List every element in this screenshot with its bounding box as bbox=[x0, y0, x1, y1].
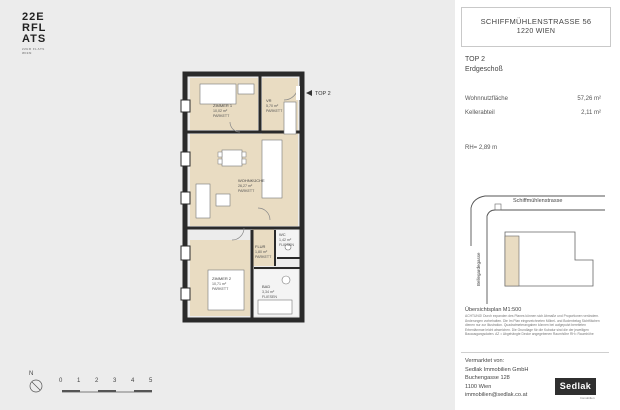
room-floor-bad: FLIESEN bbox=[262, 295, 277, 299]
room-label-flur: FLUR bbox=[255, 244, 266, 249]
room-area-bad: 3,34 m² bbox=[262, 290, 275, 294]
dining-table bbox=[222, 150, 242, 166]
address-street: SCHIFFMÜHLENSTRASSE 56 bbox=[480, 17, 592, 26]
site-street-side: Bellegardegasse bbox=[476, 252, 481, 286]
bathtub bbox=[258, 300, 292, 314]
chair bbox=[218, 152, 222, 157]
address-box bbox=[461, 7, 611, 47]
brand-logo: Sedlak bbox=[555, 378, 596, 395]
room-label-bad: BAD bbox=[262, 284, 271, 289]
contact-block bbox=[465, 357, 528, 400]
north-label: N bbox=[29, 371, 34, 377]
top-marker-label: TOP 2 bbox=[315, 91, 331, 97]
unit-floor: Erdgeschoß bbox=[465, 66, 503, 73]
divider bbox=[461, 352, 609, 353]
logo-line-2: RFL bbox=[22, 22, 47, 34]
area-value: 57,26 m² bbox=[577, 96, 601, 102]
room-area-zimmer-1: 10,02 m² bbox=[213, 109, 228, 113]
door-arc bbox=[232, 228, 244, 240]
coffee-table bbox=[216, 194, 230, 206]
site-street-top: Schiffmühlenstrasse bbox=[513, 198, 563, 204]
area-row-wohnnutzflaeche bbox=[465, 96, 601, 102]
scale-bar-segment bbox=[134, 390, 152, 392]
contact-title: Vermarktet von: bbox=[465, 358, 505, 364]
contact-company: Sedlak Immobilien GmbH bbox=[465, 366, 529, 373]
address-city: 1220 WIEN bbox=[516, 28, 556, 35]
logo-line-1: 22E bbox=[22, 11, 45, 23]
room-label-vr: VR bbox=[266, 98, 272, 103]
scale-tick: 5 bbox=[149, 378, 153, 384]
kitchen-counter bbox=[262, 140, 282, 198]
window bbox=[181, 192, 190, 204]
scale-bar-segment bbox=[98, 390, 116, 392]
room-height: RH= 2,89 m bbox=[465, 145, 498, 151]
room-area-flur: 1,80 m² bbox=[255, 250, 268, 254]
room-label-wc: WC bbox=[279, 232, 286, 237]
area-row-kellerabteil bbox=[465, 110, 601, 116]
scale-tick: 0 bbox=[59, 378, 63, 384]
north-arrow-line bbox=[32, 382, 40, 390]
room-floor-zimmer-1: PARKETT bbox=[213, 114, 230, 118]
logo-subline: 22ER FLATS WIEN bbox=[22, 47, 45, 55]
room-label-zimmer-1: ZIMMER 1 bbox=[213, 103, 233, 108]
nightstand bbox=[238, 84, 254, 94]
chair bbox=[242, 152, 246, 157]
room-area-vr: 5,70 m² bbox=[266, 104, 279, 108]
window bbox=[181, 152, 190, 166]
room-floor-wohnkueche: PARKETT bbox=[238, 189, 255, 193]
scale-tick: 3 bbox=[113, 378, 117, 384]
site-marker bbox=[495, 204, 501, 210]
brand-sub: Immobilien bbox=[580, 396, 595, 400]
area-value: 2,11 m² bbox=[581, 110, 601, 116]
room-area-wc: 1,42 m² bbox=[279, 238, 292, 242]
contact-email[interactable]: immobilien@sedlak.co.at bbox=[465, 392, 528, 399]
bed bbox=[200, 84, 236, 104]
room-label-zimmer-2: ZIMMER 2 bbox=[212, 276, 232, 281]
room-label-wohnkueche: WOHNKÜCHE bbox=[238, 178, 265, 183]
scale-tick: 2 bbox=[95, 378, 99, 384]
sofa bbox=[196, 184, 210, 218]
site-plan bbox=[465, 186, 605, 306]
contact-street: Buchengasse 128 bbox=[465, 375, 510, 382]
site-highlight bbox=[505, 236, 519, 286]
site-scale-label: Übersichtsplan M1:500 bbox=[465, 307, 522, 313]
wardrobe bbox=[284, 102, 296, 134]
chair bbox=[242, 159, 246, 164]
window bbox=[181, 100, 190, 112]
toilet bbox=[282, 276, 290, 284]
disclaimer: ACHTUNG! Durch expanden des Planes können sich Abmaße und Proportionen verändern. Änderungen vorbehalten. Die Im Plan eingezeichneten Möbel- und Bodenbelag Sichtflächen dienen nur zur Illustration. Quadratmeterangaben können bei aufgeputzt bereiteten Erbenlänmae leicht abweichen. Die Grundlage für die Kubatur sind die der jeweiligen Bauausgangsdaten. AZ = Abgehängte Decke angegebenen Raumhöhe RH= Raumhöhe bbox=[465, 314, 600, 337]
window bbox=[181, 246, 190, 260]
scale-bar-segment bbox=[62, 390, 80, 392]
scale-tick: 1 bbox=[77, 378, 81, 384]
unit-top: TOP 2 bbox=[465, 56, 485, 63]
top-marker-arrow bbox=[306, 90, 312, 96]
room-floor-zimmer-2: PARKETT bbox=[212, 287, 229, 291]
room-floor-flur: PARKETT bbox=[255, 255, 272, 259]
info-panel bbox=[455, 0, 620, 410]
contact-city: 1100 Wien bbox=[465, 383, 492, 390]
logo-line-3: ATS bbox=[22, 33, 47, 45]
room-floor-vr: PARKETT bbox=[266, 109, 283, 113]
window bbox=[181, 288, 190, 300]
room-area-zimmer-2: 10,71 m² bbox=[212, 282, 227, 286]
area-label: Wohnnutzfläche bbox=[465, 96, 508, 102]
scale-tick: 4 bbox=[131, 378, 135, 384]
room-floor-wc: FLIESEN bbox=[279, 243, 294, 247]
chair bbox=[218, 159, 222, 164]
room-area-wohnkueche: 26,27 m² bbox=[238, 184, 253, 188]
area-label: Kellerabteil bbox=[465, 110, 495, 116]
